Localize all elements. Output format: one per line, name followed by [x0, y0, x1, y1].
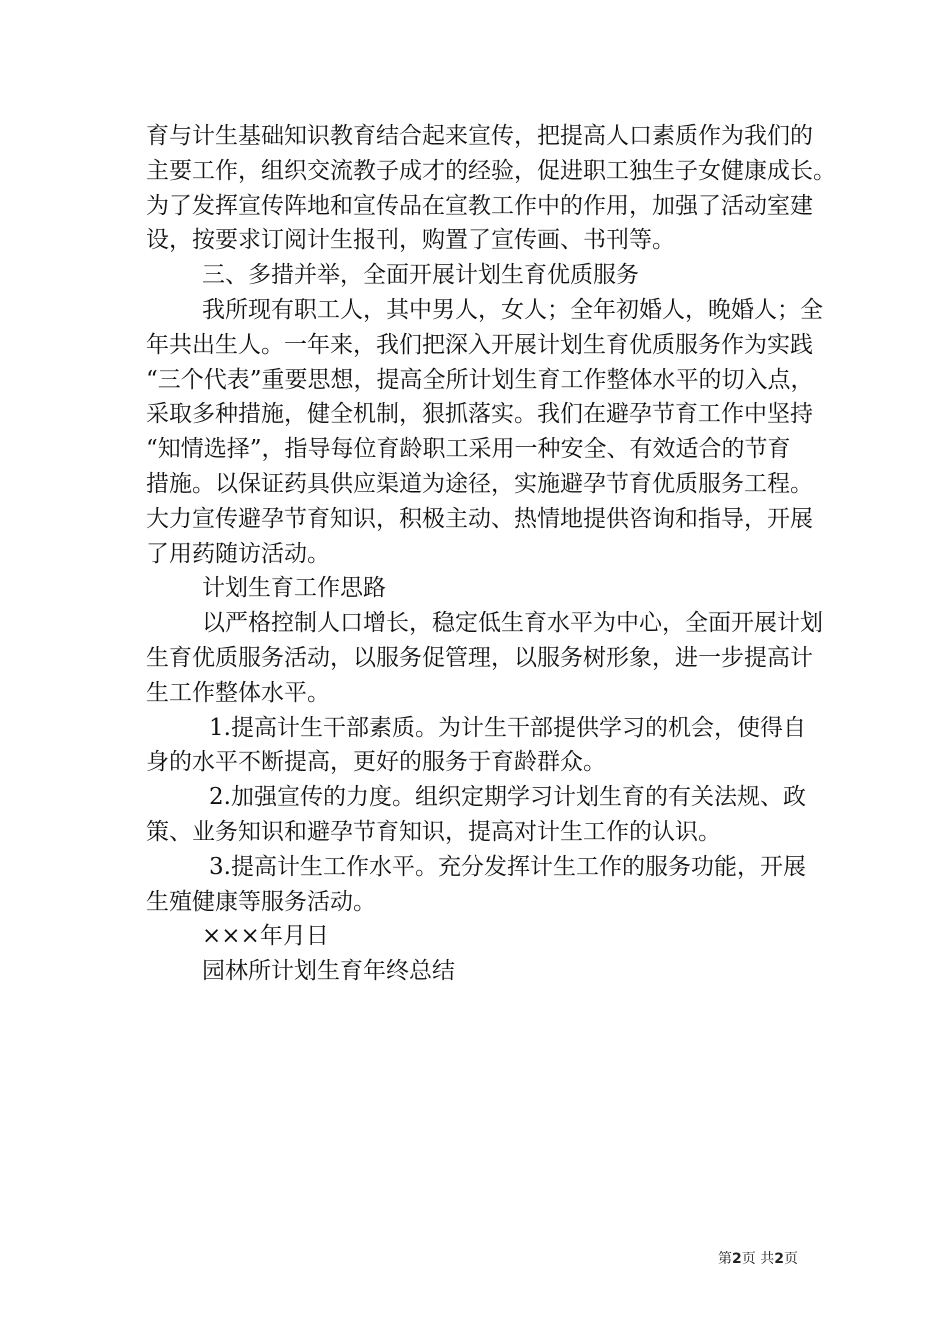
document-title-line: 园林所计划生育年终总结: [202, 958, 455, 985]
footer-prefix: 第: [718, 1251, 732, 1267]
paragraph-line: 身的水平不断提高，更好的服务于育龄群众。: [146, 749, 606, 776]
paragraph-line: 采取多种措施，健全机制，狠抓落实。我们在避孕节育工作中坚持: [146, 401, 813, 428]
paragraph-line: 主要工作，组织交流教子成才的经验，促进职工独生子女健康成长。: [146, 157, 836, 184]
paragraph-line: 年共出生人。一年来，我们把深入开展计划生育优质服务作为实践: [146, 331, 813, 358]
footer-middle: 页 共: [741, 1251, 775, 1267]
date-line: ×××年月日: [202, 923, 329, 950]
paragraph-line: 措施。以保证药具供应渠道为途径，实施避孕节育优质服务工程。: [146, 470, 813, 497]
paragraph-line: 大力宣传避孕节育知识，积极主动、热情地提供咨询和指导，开展: [146, 505, 813, 532]
footer-suffix: 页: [783, 1251, 798, 1267]
paragraph-line: 了用药随访活动。: [146, 540, 330, 567]
paragraph-line: 我所现有职工人，其中男人，女人；全年初婚人，晚婚人；全: [202, 296, 823, 323]
paragraph-line: 生工作整体水平。: [146, 679, 330, 706]
total-page-number: 2: [774, 1251, 784, 1267]
numbered-item: 3.提高计生工作水平。充分发挥计生工作的服务功能，开展: [209, 853, 806, 880]
numbered-item: 2.加强宣传的力度。组织定期学习计划生育的有关法规、政: [209, 784, 806, 811]
paragraph-line: 为了发挥宣传阵地和宣传品在宣教工作中的作用，加强了活动室建: [146, 192, 813, 219]
paragraph-line: 以严格控制人口增长，稳定低生育水平为中心，全面开展计划: [202, 610, 823, 637]
paragraph-line: 生育优质服务活动，以服务促管理，以服务树形象，进一步提高计: [146, 644, 813, 671]
paragraph-line: 设，按要求订阅计生报刊，购置了宣传画、书刊等。: [146, 227, 675, 254]
numbered-item: 1.提高计生干部素质。为计生干部提供学习的机会，使得自: [209, 714, 806, 741]
page-number-footer: [718, 1248, 798, 1268]
section-heading: 计划生育工作思路: [202, 575, 386, 602]
paragraph-line: 育与计生基础知识教育结合起来宣传，把提高人口素质作为我们的: [146, 123, 813, 149]
paragraph-line: “三个代表”重要思想，提高全所计划生育工作整体水平的切入点，: [146, 366, 814, 393]
section-heading: 三、多措并举，全面开展计划生育优质服务: [202, 262, 639, 289]
document-body: [146, 119, 836, 989]
paragraph-line: 生殖健康等服务活动。: [146, 888, 376, 915]
current-page-number: 2: [732, 1251, 742, 1267]
paragraph-line: 策、业务知识和避孕节育知识，提高对计生工作的认识。: [146, 818, 721, 845]
paragraph-line: “知情选择”，指导每位育龄职工采用一种安全、有效适合的节育: [146, 436, 791, 463]
